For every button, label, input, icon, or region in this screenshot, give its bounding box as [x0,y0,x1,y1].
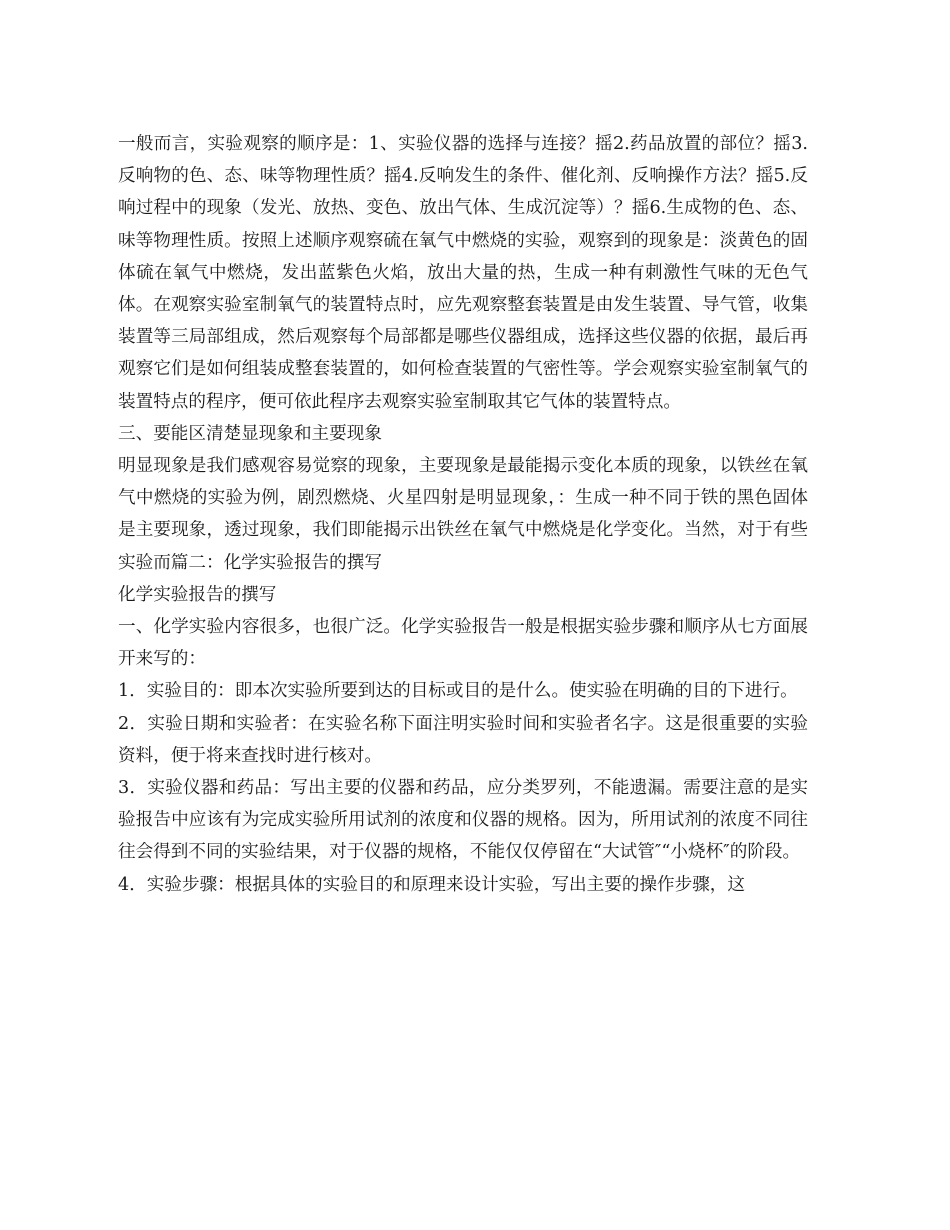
list-item-1: 1．实验目的：即本次实验所要到达的目标或目的是什么。使实验在明确的目的下进行。 [118,681,798,702]
article-title: 化学实验报告的撰写 [118,584,277,605]
paragraph-intro: 一、化学实验内容很多，也很广泛。化学实验报告一般是根据实验步骤和顺序从七方面展开来写的： [118,617,808,670]
list-item-3: 3．实验仪器和药品：写出主要的仪器和药品，应分类罗列，不能遗漏。需要注意的是实验报告中应该有为完成实验所用试剂的浓度和仪器的规格。因为，所用试剂的浓度不同往往会得到不同的实验结果，对于仪器的规格，不能仅仅停留在“大试管″“小烧杯″的阶段。 [118,778,808,863]
document-body [118,128,808,901]
section-heading-3: 三、要能区清楚显现象和主要现象 [118,423,382,444]
paragraph-observation-order: 一般而言，实验观察的顺序是：1、实验仪器的选择与连接？摇2.药品放置的部位？摇3.反响物的色、态、味等物理性质？摇4.反响发生的条件、催化剂、反响操作方法？摇5.反响过程中的现象（发光、放热、变色、放出气体、生成沉淀等）？摇6.生成物的色、态、味等物理性质。按照上述顺序观察硫在氧气中燃烧的实验，观察到的现象是：淡黄色的固体硫在氧气中燃烧，发出蓝紫色火焰，放出大量的热，生成一种有刺激性气味的无色气体。在观察实验室制氧气的装置特点时，应先观察整套装置是由发生装置、导气管，收集装置等三局部组成，然后观察每个局部都是哪些仪器组成，选择这些仪器的依据，最后再观察它们是如何组装成整套装置的，如何检查装置的气密性等。学会观察实验室制氧气的装置特点的程序，便可依此程序去观察实验室制取其它气体的装置特点。 [118,134,808,412]
paragraph-obvious-vs-main: 明显现象是我们感观容易觉察的现象，主要现象是最能揭示变化本质的现象，以铁丝在氧气中燃烧的实验为例，剧烈燃烧、火星四射是明显现象，：生成一种不同于铁的黑色固体是主要现象，透过现象，我们即能揭示出铁丝在氧气中燃烧是化学变化。当然，对于有些实验而篇二：化学实验报告的撰写 [118,456,808,573]
list-item-4: 4．实验步骤：根据具体的实验目的和原理来设计实验，写出主要的操作步骤，这 [118,874,745,895]
list-item-2: 2．实验日期和实验者：在实验名称下面注明实验时间和实验者名字。这是很重要的实验资料，便于将来查找时进行核对。 [118,713,808,766]
